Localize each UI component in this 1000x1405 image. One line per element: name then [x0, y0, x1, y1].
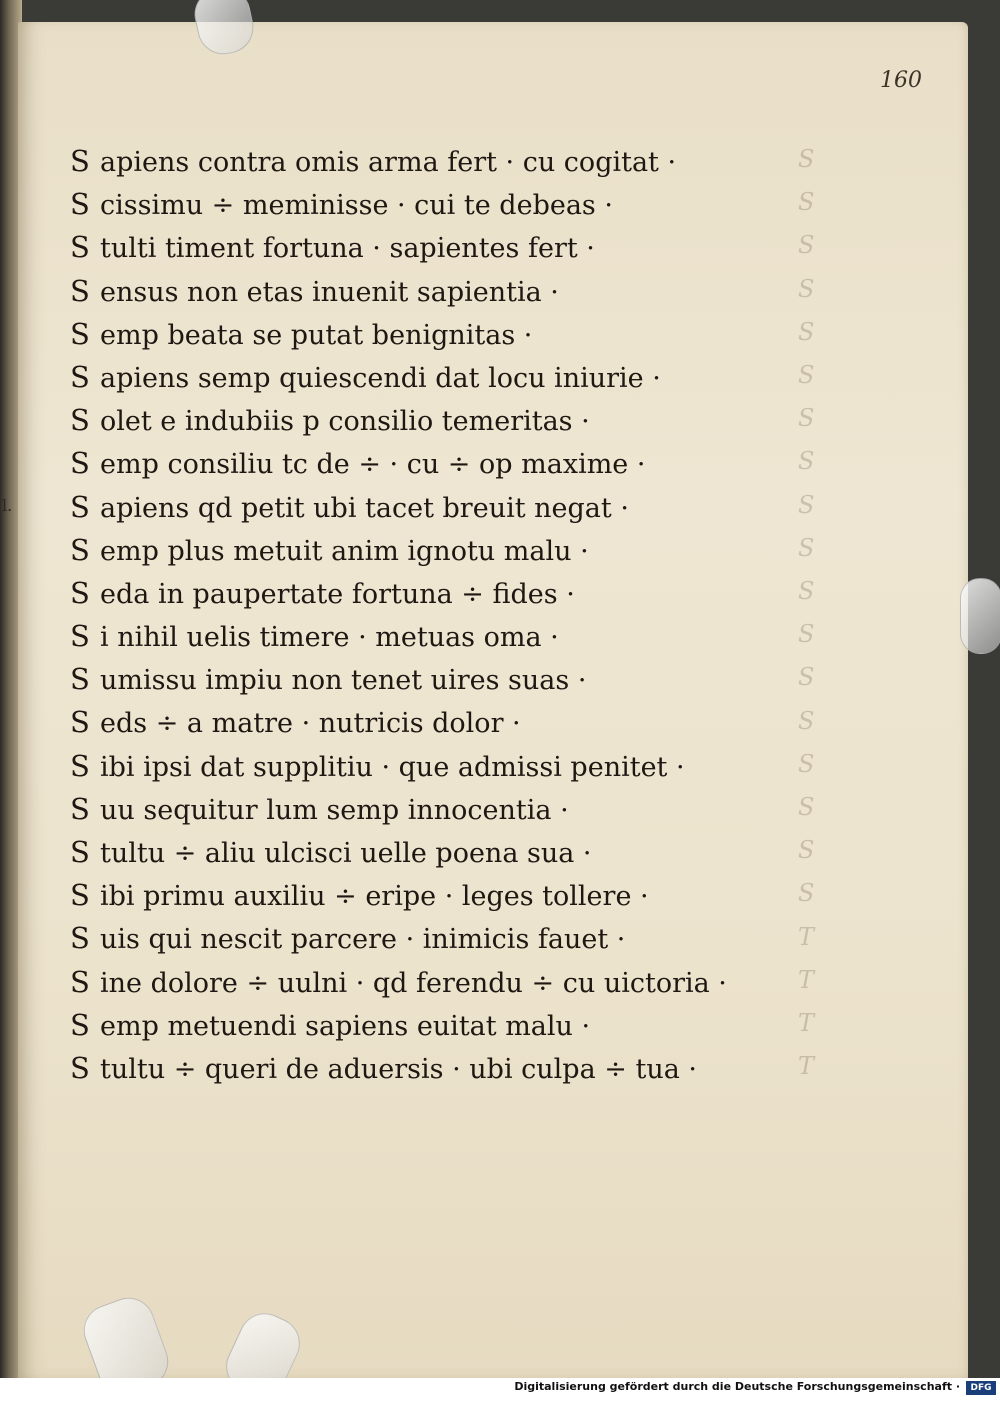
line-text: apiens semp quiescendi dat locu iniurie · [100, 362, 661, 394]
manuscript-line [70, 831, 770, 874]
line-initial: S [70, 359, 90, 394]
manuscript-line [70, 1047, 770, 1090]
manuscript-line [70, 356, 770, 399]
manuscript-line [70, 1004, 770, 1047]
line-text: eda in paupertate fortuna ÷ fides · [100, 578, 575, 610]
line-text: tultu ÷ queri de aduersis · ubi culpa ÷ tua · [100, 1053, 697, 1085]
line-initial: S [70, 835, 90, 869]
line-text: emp consiliu tc de ÷ · cu ÷ op maxime · [100, 449, 646, 481]
line-initial: S [70, 964, 90, 999]
line-initial: S [70, 532, 90, 567]
folio-number: 160 [880, 68, 922, 93]
line-text: emp metuendi sapiens euitat malu · [100, 1010, 591, 1042]
line-text: ensus non etas inuenit sapientia · [100, 276, 559, 308]
line-initial: S [70, 446, 90, 481]
manuscript-line [70, 658, 770, 701]
line-text: tulti timent fortuna · sapientes fert · [100, 233, 595, 265]
line-initial: S [70, 619, 90, 654]
line-initial: S [70, 705, 90, 740]
line-text: emp plus metuit anim ignotu malu · [100, 535, 589, 567]
page-clip-right [960, 578, 1000, 654]
manuscript-line [70, 961, 770, 1004]
manuscript-line [70, 529, 770, 572]
line-text: apiens contra omis arma fert · cu cogitat · [100, 147, 677, 178]
line-text: emp beata se putat benignitas · [100, 319, 533, 351]
line-text: ine dolore ÷ uulni · qd ferendu ÷ cu uictoria · [100, 967, 727, 999]
manuscript-line [70, 486, 770, 529]
line-text: cissimu ÷ meminisse · cui te debeas · [100, 190, 613, 222]
line-text: uis qui nescit parcere · inimicis fauet · [100, 924, 626, 956]
line-initial: S [70, 748, 90, 783]
line-initial: S [70, 403, 90, 438]
line-text: apiens qd petit ubi tacet breuit negat · [100, 492, 629, 524]
footer-bar [0, 1378, 1000, 1398]
line-text: tultu ÷ aliu ulcisci uelle poena sua · [100, 838, 592, 869]
line-initial: S [70, 230, 90, 265]
line-initial: S [70, 1050, 90, 1085]
line-initial: S [70, 921, 90, 956]
line-initial: S [70, 489, 90, 524]
line-initial: S [70, 575, 90, 610]
manuscript-line [70, 442, 770, 485]
manuscript-line [70, 140, 770, 183]
dfg-logo: DFG [966, 1381, 996, 1395]
manuscript-text-block [70, 140, 770, 1090]
line-text: ibi ipsi dat supplitiu · que admissi penitet · [100, 751, 685, 783]
line-initial: S [70, 144, 90, 178]
manuscript-line [70, 572, 770, 615]
line-text: uu sequitur lum semp innocentia · [100, 794, 569, 826]
line-initial: S [70, 878, 90, 913]
line-text: olet e indubiis p consilio temeritas · [100, 406, 590, 438]
manuscript-line [70, 615, 770, 658]
line-initial: S [70, 791, 90, 826]
manuscript-line [70, 183, 770, 226]
line-initial: S [70, 187, 90, 222]
manuscript-line [70, 745, 770, 788]
line-initial: S [70, 273, 90, 308]
margin-mark: l. [2, 496, 13, 515]
funding-credit: Digitalisierung gefördert durch die Deutsche Forschungsgemeinschaft · [514, 1380, 960, 1393]
line-text: i nihil uelis timere · metuas oma · [100, 622, 559, 654]
manuscript-line [70, 399, 770, 442]
line-text: ibi primu auxiliu ÷ eripe · leges tollere · [100, 881, 649, 913]
manuscript-line [70, 917, 770, 960]
line-initial: S [70, 316, 90, 351]
line-text: umissu impiu non tenet uires suas · [100, 665, 587, 697]
line-initial: S [70, 662, 90, 697]
line-initial: S [70, 1007, 90, 1042]
manuscript-line [70, 226, 770, 269]
show-through-text: S S S S S S S S S S S S S S S S S S T T T T [798, 145, 815, 1081]
manuscript-line [70, 701, 770, 744]
manuscript-line [70, 874, 770, 917]
manuscript-line [70, 313, 770, 356]
manuscript-line [70, 788, 770, 831]
line-text: eds ÷ a matre · nutricis dolor · [100, 708, 521, 740]
manuscript-line [70, 270, 770, 313]
